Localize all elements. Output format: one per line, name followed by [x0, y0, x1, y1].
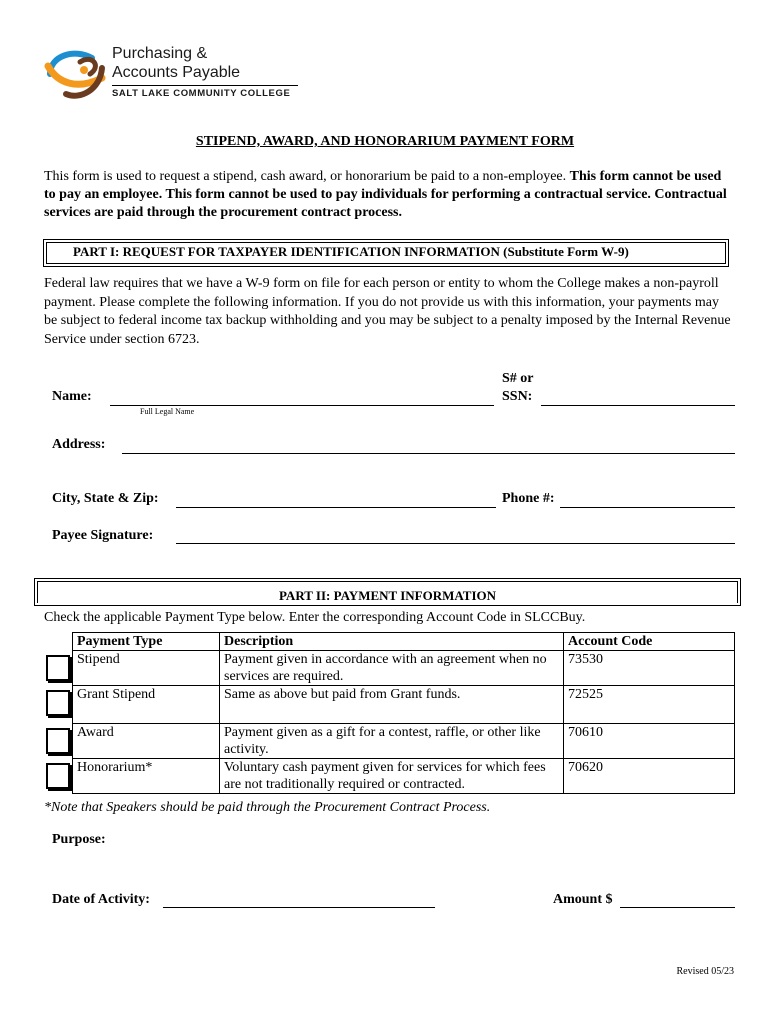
part1-paragraph: Federal law requires that we have a W-9 form on file for each person or entity to whom the College makes a non-payroll payment. Please complete the following information. If you do not provide us with this information, your payments may be subject to federal income tax backup withholding and you may be subject to a penalty imposed by the Internal Revenue Service under section 6723.: [44, 276, 731, 347]
part1-header: [43, 239, 729, 267]
payment-type-cell: Grant Stipend: [73, 686, 220, 724]
name-label: Name:: [52, 389, 92, 404]
payment-instructions: Check the applicable Payment Type below. Enter the corresponding Account Code in SLCCBuy.: [44, 610, 586, 625]
ssn-label-line2: SSN:: [502, 389, 533, 404]
purpose-field[interactable]: [120, 828, 735, 852]
table-row: [44, 759, 735, 794]
part1-title: PART I: REQUEST FOR TAXPAYER IDENTIFICATION INFORMATION (Substitute Form W-9): [46, 242, 726, 264]
honorarium-checkbox[interactable]: [46, 763, 70, 789]
logo-line-1: Purchasing &: [112, 45, 208, 62]
payment-type-cell: Stipend: [73, 651, 220, 686]
account-code-cell: 70620: [564, 759, 735, 794]
part2-title: PART II: PAYMENT INFORMATION: [37, 581, 738, 603]
phone-field[interactable]: [560, 507, 735, 508]
description-cell: Same as above but paid from Grant funds.: [220, 686, 564, 724]
table-row: [44, 651, 735, 686]
table-header-row: [44, 633, 735, 651]
address-label: Address:: [52, 437, 106, 452]
amount-label: Amount $: [553, 892, 613, 907]
phone-label: Phone #:: [502, 491, 555, 506]
city-state-zip-field[interactable]: [176, 507, 496, 508]
checkbox-cell: [44, 759, 73, 794]
slcc-logo-icon: [44, 44, 108, 100]
logo-line-2: Accounts Payable: [112, 64, 241, 81]
form-title: STIPEND, AWARD, AND HONORARIUM PAYMENT FORM: [195, 134, 575, 149]
address-field[interactable]: [122, 453, 735, 454]
checkbox-cell: [44, 651, 73, 686]
account-code-cell: 73530: [564, 651, 735, 686]
payment-type-table: [44, 632, 735, 794]
grant-stipend-checkbox[interactable]: [46, 690, 70, 716]
revision-date: Revised 05/23: [676, 966, 734, 977]
payee-signature-field[interactable]: [176, 543, 735, 544]
date-of-activity-label: Date of Activity:: [52, 892, 150, 907]
intro-plain: This form is used to request a stipend, cash award, or honorarium be paid to a non-employee.: [44, 169, 570, 184]
table-row: [44, 724, 735, 759]
name-field[interactable]: [110, 405, 494, 406]
ssn-field[interactable]: [541, 405, 735, 406]
logo-title: [112, 44, 240, 82]
date-of-activity-field[interactable]: [163, 907, 435, 908]
column-header-payment-type: Payment Type: [73, 633, 220, 651]
payment-type-cell: Award: [73, 724, 220, 759]
checkbox-header-cell: [44, 633, 73, 651]
speakers-note: *Note that Speakers should be paid through the Procurement Contract Process.: [44, 800, 491, 815]
amount-field[interactable]: [620, 907, 735, 908]
logo-subtitle: SALT LAKE COMMUNITY COLLEGE: [112, 88, 291, 99]
payment-type-cell: Honorarium*: [73, 759, 220, 794]
account-code-cell: 70610: [564, 724, 735, 759]
checkbox-cell: [44, 724, 73, 759]
description-cell: Payment given in accordance with an agreement when no services are required.: [220, 651, 564, 686]
intro-paragraph: [44, 168, 734, 222]
purpose-label: Purpose:: [52, 832, 106, 847]
table-row: [44, 686, 735, 724]
part2-header: [34, 578, 741, 606]
intro-bold: This form cannot be used to pay an employee. This form cannot be used to pay individuals for performing a contractual service. Contractual services are paid through the procurement contract process.: [44, 169, 727, 220]
account-code-cell: 72525: [564, 686, 735, 724]
payee-signature-label: Payee Signature:: [52, 528, 154, 543]
description-cell: Payment given as a gift for a contest, raffle, or other like activity.: [220, 724, 564, 759]
description-cell: Voluntary cash payment given for services for which fees are not traditionally required or contracted.: [220, 759, 564, 794]
award-checkbox[interactable]: [46, 728, 70, 754]
column-header-account-code: Account Code: [564, 633, 735, 651]
ssn-label-line1: S# or: [502, 371, 534, 386]
checkbox-cell: [44, 686, 73, 724]
column-header-description: Description: [220, 633, 564, 651]
city-state-zip-label: City, State & Zip:: [52, 491, 159, 506]
name-hint: Full Legal Name: [140, 407, 195, 416]
stipend-checkbox[interactable]: [46, 655, 70, 681]
logo-divider: [112, 85, 298, 86]
